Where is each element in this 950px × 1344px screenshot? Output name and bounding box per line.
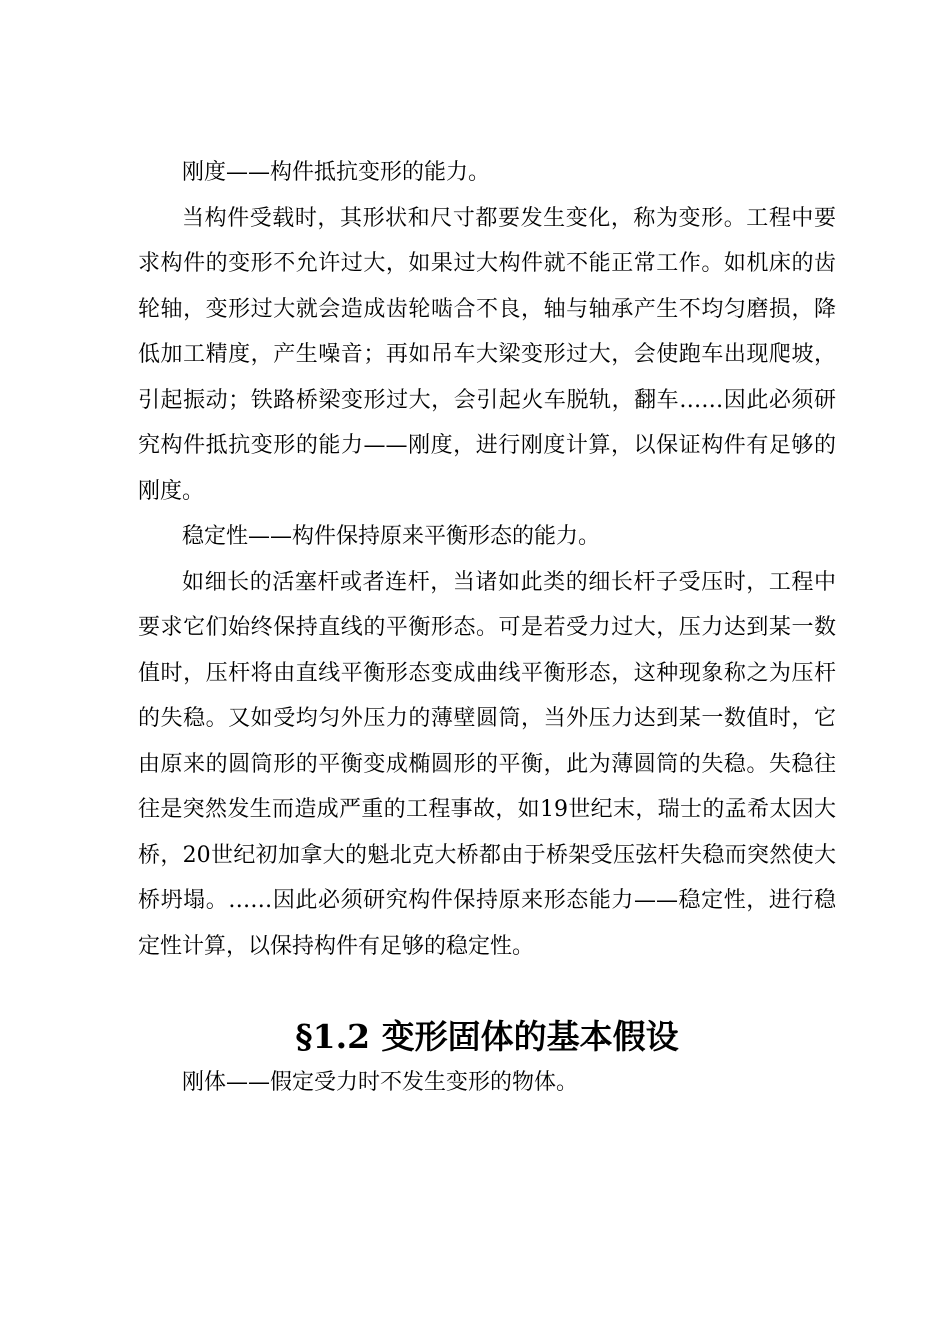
document-page (138, 150, 836, 1105)
section-heading: §1.2 变形固体的基本假设 (295, 1017, 679, 1056)
section-spacer (138, 969, 836, 1014)
paragraph-rigid-body-definition: 刚体——假定受力时不发生变形的物体。 (182, 1069, 579, 1095)
paragraph-stiffness-definition: 刚度——构件抵抗变形的能力。 (182, 160, 491, 185)
paragraph-stability-explanation: 如细长的活塞杆或者连杆，当诸如此类的细长杆子受压时，工程中要求它们始终保持直线的平衡形态。可是若受力过大，压力达到某一数值时，压杆将由直线平衡形态变成曲线平衡形态，这种现象称之为压杆的失稳。又如受均匀外压力的薄壁圆筒，当外压力达到某一数值时，它由原来的圆筒形的平衡变成椭圆形的平衡，此为薄圆筒的失稳。失稳往往是突然发生而造成严重的工程事故，如19世纪末，瑞士的孟希太因大桥，20世纪初加拿大的魁北克大桥都由于桥架受压弦杆失稳而突然使大桥坍塌。……因此必须研究构件保持原来形态能力——稳定性，进行稳定性计算，以保持构件有足够的稳定性。 (138, 569, 836, 959)
paragraph-stability-definition: 稳定性——构件保持原来平衡形态的能力。 (182, 524, 601, 549)
paragraph-stiffness-explanation: 当构件受载时，其形状和尺寸都要发生变化，称为变形。工程中要求构件的变形不允许过大，如果过大构件就不能正常工作。如机床的齿轮轴，变形过大就会造成齿轮啮合不良，轴与轴承产生不均匀磨损，降低加工精度，产生噪音；再如吊车大梁变形过大，会使跑车出现爬坡，引起振动；铁路桥梁变形过大，会引起火车脱轨，翻车……因此必须研究构件抵抗变形的能力——刚度，进行刚度计算，以保证构件有足够的刚度。 (138, 205, 836, 504)
